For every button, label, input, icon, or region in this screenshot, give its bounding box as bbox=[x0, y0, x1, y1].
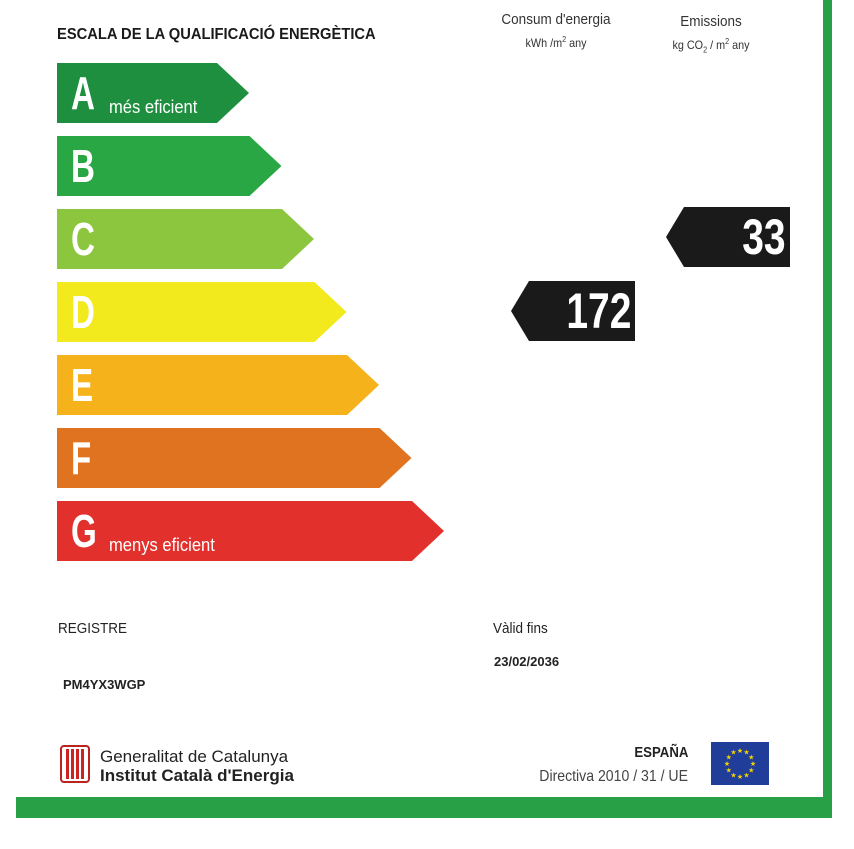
eu-star-icon: ★ bbox=[725, 754, 732, 762]
scale-arrow-e bbox=[57, 355, 379, 415]
scale-caption: més eficient bbox=[109, 97, 198, 117]
eu-star-icon: ★ bbox=[743, 772, 750, 780]
scale-letter: A bbox=[71, 67, 95, 119]
eu-star-icon: ★ bbox=[736, 748, 744, 755]
scale-bar-a bbox=[57, 63, 249, 123]
scale-caption: menys eficient bbox=[109, 535, 215, 555]
eu-star-icon: ★ bbox=[725, 767, 732, 775]
scale-bar-d bbox=[57, 282, 347, 342]
registry-code: PM4YX3WGP bbox=[63, 677, 146, 692]
frame-border-bottom bbox=[16, 797, 832, 818]
eu-flag-icon bbox=[711, 742, 769, 785]
emissions-column-label: Emissions bbox=[680, 13, 742, 30]
eu-star-icon: ★ bbox=[730, 749, 737, 757]
emissions-column-header bbox=[652, 12, 771, 60]
eu-star-icon: ★ bbox=[730, 772, 737, 780]
energy-column-label: Consum d'energia bbox=[501, 11, 611, 28]
scale-letter: D bbox=[71, 286, 95, 338]
eu-star-icon: ★ bbox=[748, 767, 755, 775]
energy-rating-marker bbox=[511, 281, 635, 341]
frame-border-right bbox=[823, 0, 832, 818]
country-label: ESPAÑA bbox=[633, 744, 688, 761]
energy-rating-value: 172 bbox=[565, 283, 631, 339]
org-name-generalitat: Generalitat de Catalunya bbox=[100, 747, 289, 766]
scale-bar-c bbox=[57, 209, 314, 269]
valid-until-label: Vàlid fins bbox=[493, 620, 548, 637]
scale-letter: G bbox=[71, 505, 97, 557]
eu-star-icon: ★ bbox=[748, 754, 755, 762]
eu-star-icon: ★ bbox=[723, 761, 731, 768]
scale-arrow-c bbox=[57, 209, 314, 269]
registry-label: REGISTRE bbox=[58, 620, 128, 637]
scale-arrow-d bbox=[57, 282, 347, 342]
energy-column-header bbox=[497, 10, 616, 53]
eu-star-icon: ★ bbox=[743, 749, 750, 757]
org-name-icaen: Institut Català d'Energia bbox=[100, 766, 294, 785]
scale-title: ESCALA DE LA QUALIFICACIÓ ENERGÈTICA bbox=[57, 26, 376, 43]
scale-arrow-f bbox=[57, 428, 412, 488]
scale-bar-e bbox=[57, 355, 379, 415]
directive-label: Directiva 2010 / 31 / UE bbox=[539, 768, 688, 785]
eu-star-icon: ★ bbox=[736, 774, 744, 781]
emissions-column-unit: kg $CO_2 / m^2$ any bbox=[672, 37, 750, 55]
generalitat-logo-icon bbox=[60, 745, 90, 783]
energy-column-unit: kWh $/m^2$ any bbox=[525, 35, 587, 50]
scale-letter: C bbox=[71, 213, 95, 265]
scale-letter: F bbox=[71, 432, 92, 484]
scale-bar-f bbox=[57, 428, 412, 488]
valid-until-date: 23/02/2036 bbox=[494, 654, 560, 669]
emissions-rating-marker bbox=[666, 207, 790, 267]
eu-star-icon: ★ bbox=[749, 761, 757, 768]
scale-bar-g bbox=[57, 501, 444, 561]
scale-letter: E bbox=[71, 359, 94, 411]
scale-letter: B bbox=[71, 140, 95, 192]
emissions-rating-value: 33 bbox=[742, 209, 786, 265]
scale-bar-b bbox=[57, 136, 282, 196]
